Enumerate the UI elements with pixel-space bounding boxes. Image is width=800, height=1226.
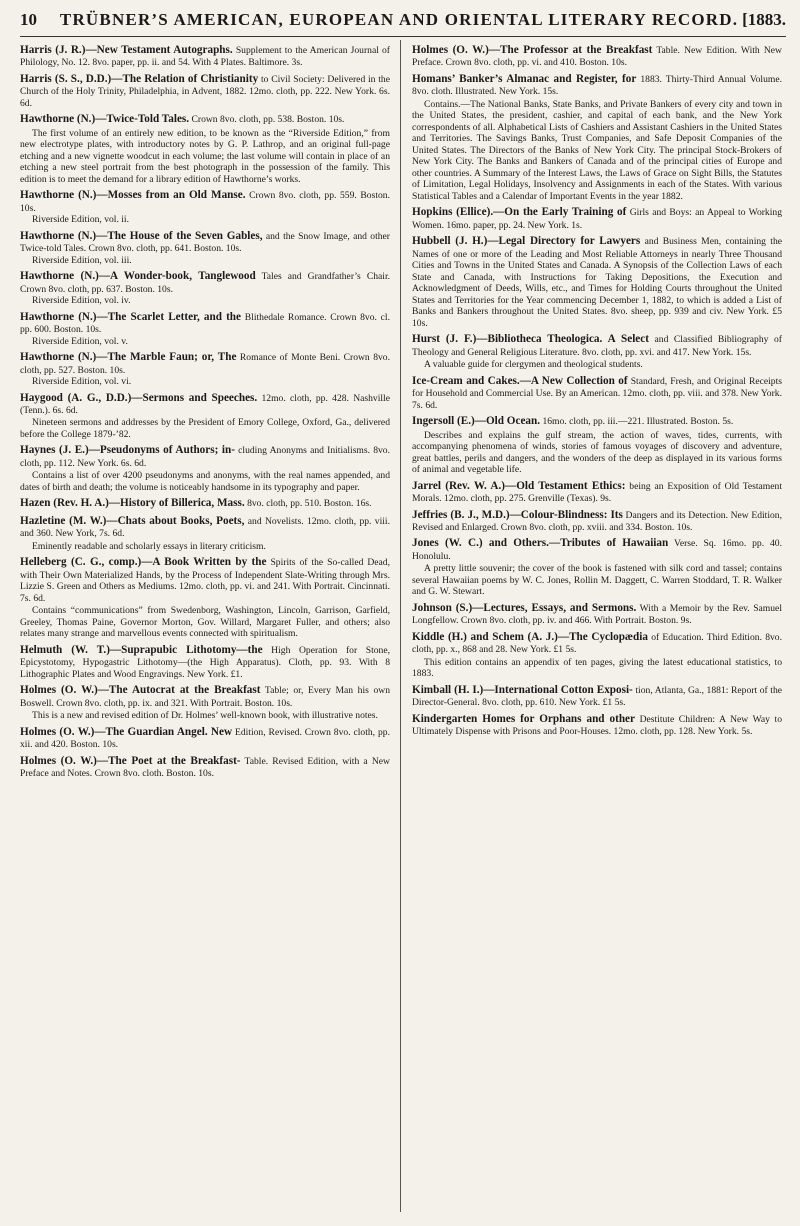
entry-author-title: Hopkins (Ellice).—On the Early Training of <box>412 206 627 219</box>
catalogue-entry <box>20 311 390 347</box>
entry-author-title: Harris (S. S., D.D.)—The Relation of Christianity <box>20 72 259 85</box>
entry-note: Contains.—The National Banks, State Banks, and Private Bankers of every city and town in the United States, the president, cashier, and capital of each bank, and the New York correspondents of all. Alphabetical Lists of Cashiers and Assistant Cashiers in the United States and Territories. The Savings Banks, Trust Companies, and Safe Deposit Companies of the United States. The Directors of the Banks of New York City. The principal Stock-Brokers of New York City. The Banks and Bankers of Canada and of the principal cities of Europe and other countries. A Summary of the Interest Laws, the Laws of Grace on Sight Bills, the Statutes of Limitation, Legal Holidays, Insolvency and Assignments in each of the States. With various Statistical Tables and a Calendar of Important Events in the year 1882. <box>412 98 782 202</box>
entry-text <box>412 509 782 534</box>
entry-note: A valuable guide for clergymen and theological students. <box>424 359 643 371</box>
entry-text <box>412 684 782 709</box>
entry-text <box>412 713 782 738</box>
entry-details: Supplement to the American Journal of Philology, No. 12. 8vo. paper, pp. ii. and 54. With 4 Plates. Baltimore. 3s. <box>20 45 390 69</box>
catalogue-entry <box>20 444 390 493</box>
entry-details: Crown 8vo. cloth, pp. 538. Boston. 10s. <box>191 114 345 126</box>
entry-author-title: Hawthorne (N.)—Twice-Told Tales. <box>20 113 190 126</box>
entry-text <box>20 113 390 126</box>
entry-author-title: Holmes (O. W.)—The Guardian Angel. New <box>20 725 233 738</box>
entry-details: Blithedale Romance. Crown 8vo. cl. pp. 600. Boston. 10s. <box>20 311 390 336</box>
catalogue-entry <box>20 230 390 266</box>
catalogue-entry <box>412 509 782 534</box>
entry-text <box>20 392 390 417</box>
entry-author-title: Ice-Cream and Cakes.—A New Collection of <box>412 374 628 387</box>
entry-text <box>20 230 390 255</box>
catalogue-entry <box>20 270 390 306</box>
catalogue-entry <box>412 73 782 202</box>
entry-author-title: Hazletine (M. W.)—Chats about Books, Poets, <box>20 514 245 527</box>
entry-text <box>20 189 390 214</box>
catalogue-entry <box>20 755 390 780</box>
catalogue-entry <box>412 631 782 680</box>
entry-details: and Classified Bibliography of Theology and General Religious Literature. 8vo. cloth, pp. xvi. and 417. New York. 15s. <box>412 334 782 358</box>
catalogue-entry <box>20 392 390 441</box>
catalogue-entry <box>20 189 390 225</box>
entry-author-title: Hazen (Rev. H. A.)—History of Billerica, Mass. <box>20 497 245 510</box>
entry-text <box>412 235 782 329</box>
entry-details: Spirits of the So-called Dead, with Their Own Materialized Hands, by the Process of Independent Slate-Writing through Mrs. Lizzie S. Green and Others as Mediums. 12mo. cloth, pp. vi. and 241. With Portrait. Cincinnati. 7s. 6d. <box>20 557 390 604</box>
entry-text <box>412 375 782 411</box>
entry-author-title: Johnson (S.)—Lectures, Essays, and Sermons. <box>412 601 637 614</box>
entry-details: tion, Atlanta, Ga., 1881: Report of the Director-General. 8vo. cloth, pp. 610. New York. £1 5s. <box>412 684 782 709</box>
entry-author-title: Holmes (O. W.)—The Professor at the Breakfast <box>412 44 653 56</box>
entry-author-title: Haynes (J. E.)—Pseudonyms of Authors; in- <box>20 444 235 457</box>
entry-details: being an Exposition of Old Testament Morals. 12mo. cloth, pp. 275. Grenville (Texas). 9s. <box>412 480 782 504</box>
entry-details: Verse. Sq. 16mo. pp. 40. Honolulu. <box>412 538 782 562</box>
entry-note: This is a new and revised edition of Dr. Holmes’ well-known book, with illustrative notes. <box>32 710 378 722</box>
entry-details: Table. Revised Edition, with a New Preface and Notes. Crown 8vo. cloth. Boston. 10s. <box>20 755 390 779</box>
entry-text <box>20 755 390 780</box>
entry-text <box>20 44 390 69</box>
catalogue-entry <box>412 537 782 597</box>
entry-text <box>412 537 782 562</box>
entry-text <box>20 73 390 109</box>
entry-edition: Riverside Edition, vol. vi. <box>32 376 132 387</box>
entry-text <box>412 602 782 627</box>
entry-author-title: Kimball (H. I.)—International Cotton Exposi- <box>412 683 633 696</box>
catalogue-entry <box>412 480 782 505</box>
entry-text <box>20 644 390 680</box>
entry-text <box>412 480 782 505</box>
entry-note: The first volume of an entirely new edition, to be known as the “Riverside Edition,” from new electrotype plates, with introductory notes by G. P. Lathrop, and an original full-page etching and a new vignette woodcut in each volume; the last volume will contain in place of an etching a new steel portrait from the best photograph in the possession of the family. This edition is to meet the demand for a library edition of Hawthorne’s works. <box>20 127 390 185</box>
catalogue-entry <box>20 515 390 552</box>
entry-details: 16mo. cloth, pp. iii.—221. Illustrated. Boston. 5s. <box>542 416 734 428</box>
entry-text <box>412 631 782 656</box>
entry-details: 8vo. cloth, pp. 510. Boston. 16s. <box>247 498 372 510</box>
entry-note: Contains “communications” from Swedenborg, Washington, Lincoln, Garrison, Garfield, Greeley, Thomas Paine, Governor Morton, Gov. Willard, Margaret Fuller, and others; also relates many strange and marvellous events connected with spiritualism. <box>20 605 390 640</box>
entry-text <box>20 311 390 336</box>
right-column <box>412 44 782 1216</box>
entry-details: and Business Men, containing the Names of one or more of the Leading and Most Reliable Attorneys in nearly Three Thousand Cities and Towns in the United States and Canada. A Synopsis of the Collection Laws of each State and Canada, with Instructions for Taking Depositions, the Execution and Acknowledgment of Deeds, Wills, etc., and Times for Holding Courts throughout the United States and Territories for the Year commencing December 1, 1882, to which is added a List of Banks and Bankers throughout the United States. 8vo. sheep, pp. 939 and civ. New York. £5 10s. <box>412 236 782 329</box>
catalogue-entry <box>412 333 782 370</box>
entry-edition: Riverside Edition, vol. ii. <box>32 214 129 226</box>
entry-details: of Education. Third Edition. 8vo. cloth, pp. x., 868 and 28. New York. £1 5s. <box>412 631 782 656</box>
entry-author-title: Holmes (O. W.)—The Autocrat at the Breakfast <box>20 684 261 697</box>
entry-author-title: Hawthorne (N.)—The Scarlet Letter, and the <box>20 310 241 323</box>
entry-details: 12mo. cloth, pp. 428. Nashville (Tenn.). 6s. 6d. <box>20 392 390 416</box>
catalogue-entry <box>20 726 390 751</box>
entry-author-title: Ingersoll (E.)—Old Ocean. <box>412 415 541 428</box>
column-divider <box>400 40 401 1212</box>
left-column <box>20 44 390 1216</box>
entry-author-title: Hurst (J. F.)—Bibliotheca Theologica. A Select <box>412 333 649 346</box>
catalogue-entry <box>20 684 390 721</box>
entry-text <box>412 415 782 428</box>
entry-author-title: Harris (J. R.)—New Testament Autographs. <box>20 44 233 56</box>
catalogue-entry <box>20 497 390 510</box>
entry-author-title: Homans’ Banker’s Almanac and Register, for <box>412 72 637 85</box>
entry-details: Tales and Grandfather’s Chair. Crown 8vo. cloth, pp. 637. Boston. 10s. <box>20 271 390 295</box>
entry-text <box>412 206 782 231</box>
entry-note: This edition contains an appendix of ten pages, giving the latest educational statistics, to 1883. <box>412 656 782 680</box>
entry-details: and the Snow Image, and other Twice-told Tales. Crown 8vo. cloth, pp. 641. Boston. 10s. <box>20 230 390 255</box>
catalogue-entry <box>20 73 390 109</box>
entry-text <box>412 44 782 69</box>
page-header <box>20 10 786 37</box>
entry-text <box>20 497 390 510</box>
catalogue-entry <box>20 644 390 680</box>
entry-edition: Riverside Edition, vol. iii. <box>32 254 132 266</box>
catalogue-entry <box>412 206 782 231</box>
entry-details: Standard, Fresh, and Original Receipts for Household and Commercial Use. By an American. 12mo. cloth, pp. viii. and 378. New York. 7s. 6d. <box>412 375 782 411</box>
entry-details: Table. New Edition. With New Preface. Crown 8vo. cloth, pp. vi. and 410. Boston. 10s. <box>412 45 782 69</box>
entry-details: With a Memoir by the Rev. Samuel Longfellow. Crown 8vo. cloth, pp. iv. and 466. With Portrait. Boston. 9s. <box>412 602 782 627</box>
running-title: TRÜBNER’S AMERICAN, EUROPEAN AND ORIENTAL LITERARY RECORD. <box>59 10 739 29</box>
entry-note: Contains a list of over 4200 pseudonyms and anonyms, with the real names appended, and dates of birth and death; the volume is noticeably handsome in its typography and paper. <box>20 470 390 493</box>
entry-text <box>20 444 390 469</box>
entry-details: 1883. Thirty-Third Annual Volume. 8vo. cloth. Illustrated. New York. 15s. <box>412 73 782 98</box>
entry-text <box>412 333 782 358</box>
entry-text <box>20 726 390 751</box>
catalogue-entry <box>412 684 782 709</box>
entry-author-title: Helleberg (C. G., comp.)—A Book Written by the <box>20 556 267 569</box>
entry-details: Table; or, Every Man his own Boswell. Crown 8vo. cloth, pp. ix. and 321. With Portrait. Boston. 10s. <box>20 685 390 709</box>
entry-details: Dangers and its Detection. New Edition, Revised and Enlarged. Crown 8vo. cloth, pp. xviii. and 334. Boston. 10s. <box>412 509 782 533</box>
entry-text <box>20 270 390 295</box>
entry-text <box>412 73 782 98</box>
entry-details: Girls and Boys: an Appeal to Working Women. 16mo. paper, pp. 24. New York. 1s. <box>412 207 782 231</box>
catalogue-entry <box>412 44 782 69</box>
entry-details: and Novelists. 12mo. cloth, pp. viii. and 360. New York, 7s. 6d. <box>20 515 390 540</box>
catalogue-entry <box>412 235 782 329</box>
entry-details: cluding Anonyms and Initialisms. 8vo. cloth, pp. 112. New York. 6s. 6d. <box>20 445 390 469</box>
entry-author-title: Kiddle (H.) and Schem (A. J.)—The Cyclopædia <box>412 630 648 643</box>
entry-note: Describes and explains the gulf stream, the action of waves, tides, currents, with accompanying phenomena of winds, stories of famous voyages of discovery and adventure, great battles, perils and dangers, and the wonders of the deep as displayed in its various forms of animal and vegetable life. <box>412 429 782 476</box>
entry-author-title: Hawthorne (N.)—Mosses from an Old Manse. <box>20 189 246 202</box>
entry-author-title: Jarrel (Rev. W. A.)—Old Testament Ethics: <box>412 479 626 492</box>
entry-author-title: Hawthorne (N.)—A Wonder-book, Tanglewood <box>20 270 256 283</box>
entry-edition: Riverside Edition, vol. iv. <box>32 295 131 307</box>
catalogue-entry <box>412 713 782 738</box>
entry-text <box>20 351 390 376</box>
entry-text <box>20 515 390 540</box>
entry-details: Edition, Revised. Crown 8vo. cloth, pp. xii. and 420. Boston. 10s. <box>20 726 390 750</box>
entry-author-title: Holmes (O. W.)—The Poet at the Breakfast- <box>20 754 241 767</box>
catalogue-entry <box>412 375 782 411</box>
catalogue-entry <box>20 556 390 639</box>
entry-details: High Operation for Stone, Epicystotomy, Hypogastric Lithotomy—(the High Apparatus). Cloth, pp. 93. With 8 Lithographic Plates and Wood Engravings. New York. £1. <box>20 644 390 680</box>
entry-author-title: Helmuth (W. T.)—Suprapubic Lithotomy—the <box>20 643 263 656</box>
entry-text <box>20 556 390 604</box>
entry-edition: Riverside Edition, vol. v. <box>32 335 128 347</box>
entry-text <box>20 684 390 709</box>
page-number: 10 <box>20 10 37 29</box>
catalogue-entry <box>20 44 390 69</box>
entry-author-title: Jones (W. C.) and Others.—Tributes of Hawaiian <box>412 537 669 550</box>
entry-details: Romance of Monte Beni. Crown 8vo. cloth, pp. 527. Boston. 10s. <box>20 352 390 376</box>
catalogue-entry <box>412 415 782 475</box>
year-label: [1883. <box>742 10 786 29</box>
entry-note: Nineteen sermons and addresses by the President of Emory College, Oxford, Ga., delivered before the College 1879-’82. <box>20 417 390 440</box>
entry-author-title: Kindergarten Homes for Orphans and other <box>412 712 635 725</box>
entry-author-title: Hawthorne (N.)—The Marble Faun; or, The <box>20 351 237 364</box>
entry-details: Crown 8vo. cloth, pp. 559. Boston. 10s. <box>20 190 390 214</box>
entry-author-title: Hawthorne (N.)—The House of the Seven Gables, <box>20 229 263 242</box>
entry-author-title: Jeffries (B. J., M.D.)—Colour-Blindness: Its <box>412 508 623 521</box>
entry-author-title: Hubbell (J. H.)—Legal Directory for Lawyers <box>412 235 641 248</box>
entry-details: Destitute Children: A New Way to Ultimately Dispense with Prisons and Poor-Houses. 12mo. cloth, pp. 128. New York. 5s. <box>412 713 782 738</box>
entry-author-title: Haygood (A. G., D.D.)—Sermons and Speeches. <box>20 391 258 404</box>
catalogue-entry <box>20 113 390 185</box>
entry-note: Eminently readable and scholarly essays in literary criticism. <box>32 540 266 552</box>
entry-details: to Civil Society: Delivered in the Church of the Holy Trinity, Philadelphia, in Advent, 1882. 12mo. cloth, pp. 222. New York. 6s. 6d. <box>20 73 390 109</box>
catalogue-entry <box>20 351 390 387</box>
catalogue-entry <box>412 602 782 627</box>
entry-note: A pretty little souvenir; the cover of the book is fastened with silk cord and tassel; contains several Hawaiian poems by W. C. Jones, Rollin M. Daggett, C. Warren Stoddard, T. R. Walker and G. W. Stewart. <box>412 563 782 598</box>
